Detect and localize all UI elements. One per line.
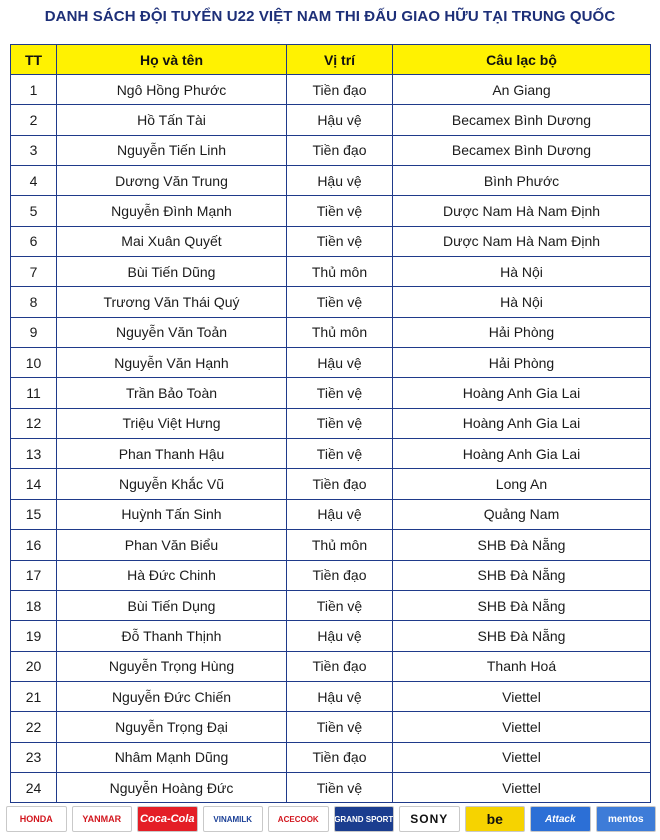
cell-club: Hải Phòng [393, 317, 651, 347]
cell-tt: 17 [11, 560, 57, 590]
yanmar-logo: YANMAR [72, 806, 133, 832]
cell-position: Hậu vệ [287, 681, 393, 711]
grand-sport-logo: GRAND SPORT [334, 806, 395, 832]
table-row [11, 348, 651, 378]
cell-club: An Giang [393, 75, 651, 105]
cell-position: Thủ môn [287, 530, 393, 560]
table-row [11, 712, 651, 742]
cell-position: Thủ môn [287, 317, 393, 347]
table-row [11, 499, 651, 529]
cell-name: Bùi Tiến Dụng [57, 590, 287, 620]
cell-tt: 14 [11, 469, 57, 499]
cell-club: Hoàng Anh Gia Lai [393, 408, 651, 438]
cell-club: Hà Nội [393, 287, 651, 317]
table-row [11, 196, 651, 226]
cell-name: Nguyễn Tiến Linh [57, 135, 287, 165]
table-row [11, 681, 651, 711]
cell-name: Dương Văn Trung [57, 166, 287, 196]
header-club: Câu lạc bộ [393, 45, 651, 75]
table-row [11, 287, 651, 317]
cell-tt: 3 [11, 135, 57, 165]
cell-name: Nguyễn Khắc Vũ [57, 469, 287, 499]
cell-club: Becamex Bình Dương [393, 105, 651, 135]
cell-name: Nguyễn Trọng Đại [57, 712, 287, 742]
cell-position: Tiền vệ [287, 772, 393, 802]
cell-name: Huỳnh Tấn Sinh [57, 499, 287, 529]
cell-name: Bùi Tiến Dũng [57, 257, 287, 287]
sponsor-strip [6, 806, 656, 834]
cell-name: Hà Đức Chinh [57, 560, 287, 590]
cell-club: Hải Phòng [393, 348, 651, 378]
table-row [11, 469, 651, 499]
cell-tt: 5 [11, 196, 57, 226]
cell-name: Phan Thanh Hậu [57, 439, 287, 469]
cell-tt: 21 [11, 681, 57, 711]
page-title: DANH SÁCH ĐỘI TUYỂN U22 VIỆT NAM THI ĐẤU GIAO HỮU TẠI TRUNG QUỐC [44, 8, 616, 25]
cell-name: Ngô Hồng Phước [57, 75, 287, 105]
header-name: Họ và tên [57, 45, 287, 75]
cell-club: Quảng Nam [393, 499, 651, 529]
cell-position: Tiền vệ [287, 712, 393, 742]
cell-club: SHB Đà Nẵng [393, 530, 651, 560]
cell-name: Hồ Tấn Tài [57, 105, 287, 135]
cell-position: Tiền vệ [287, 439, 393, 469]
cell-position: Tiền đạo [287, 742, 393, 772]
table-row [11, 621, 651, 651]
cell-tt: 23 [11, 742, 57, 772]
cell-tt: 13 [11, 439, 57, 469]
cell-position: Tiền đạo [287, 135, 393, 165]
cell-name: Nguyễn Văn Hạnh [57, 348, 287, 378]
cell-club: Viettel [393, 712, 651, 742]
cell-position: Tiền đạo [287, 469, 393, 499]
cell-name: Nguyễn Đức Chiến [57, 681, 287, 711]
cell-tt: 18 [11, 590, 57, 620]
cell-name: Đỗ Thanh Thịnh [57, 621, 287, 651]
cell-position: Tiền vệ [287, 590, 393, 620]
coca-cola-logo: Coca-Cola [137, 806, 198, 832]
cell-club: SHB Đà Nẵng [393, 560, 651, 590]
table-row [11, 590, 651, 620]
cell-tt: 6 [11, 226, 57, 256]
cell-club: Hà Nội [393, 257, 651, 287]
table-row [11, 651, 651, 681]
cell-tt: 8 [11, 287, 57, 317]
cell-name: Nguyễn Trọng Hùng [57, 651, 287, 681]
cell-name: Nguyễn Đình Mạnh [57, 196, 287, 226]
cell-club: Bình Phước [393, 166, 651, 196]
cell-tt: 1 [11, 75, 57, 105]
cell-position: Tiền vệ [287, 287, 393, 317]
table-row [11, 530, 651, 560]
cell-tt: 20 [11, 651, 57, 681]
roster-body [11, 75, 651, 803]
table-row [11, 439, 651, 469]
table-row [11, 772, 651, 802]
header-tt: TT [11, 45, 57, 75]
attack-logo: Attack [530, 806, 591, 832]
table-row [11, 257, 651, 287]
sony-logo: SONY [399, 806, 460, 832]
cell-club: Hoàng Anh Gia Lai [393, 439, 651, 469]
header-position: Vị trí [287, 45, 393, 75]
cell-club: Viettel [393, 772, 651, 802]
cell-position: Tiền vệ [287, 408, 393, 438]
cell-tt: 22 [11, 712, 57, 742]
cell-name: Nhâm Mạnh Dũng [57, 742, 287, 772]
cell-position: Hậu vệ [287, 105, 393, 135]
be-logo: be [465, 806, 526, 832]
cell-tt: 7 [11, 257, 57, 287]
table-row [11, 226, 651, 256]
cell-club: SHB Đà Nẵng [393, 621, 651, 651]
cell-position: Thủ môn [287, 257, 393, 287]
cell-name: Nguyễn Văn Toản [57, 317, 287, 347]
cell-tt: 9 [11, 317, 57, 347]
cell-tt: 19 [11, 621, 57, 651]
cell-club: Thanh Hoá [393, 651, 651, 681]
table-row [11, 105, 651, 135]
cell-position: Hậu vệ [287, 166, 393, 196]
table-row [11, 408, 651, 438]
cell-club: SHB Đà Nẵng [393, 590, 651, 620]
cell-position: Hậu vệ [287, 621, 393, 651]
cell-position: Tiền vệ [287, 226, 393, 256]
cell-tt: 15 [11, 499, 57, 529]
cell-position: Tiền vệ [287, 196, 393, 226]
cell-tt: 12 [11, 408, 57, 438]
cell-tt: 4 [11, 166, 57, 196]
cell-name: Nguyễn Hoàng Đức [57, 772, 287, 802]
cell-name: Triệu Việt Hưng [57, 408, 287, 438]
honda-logo: HONDA [6, 806, 67, 832]
table-row [11, 560, 651, 590]
cell-tt: 10 [11, 348, 57, 378]
cell-club: Dược Nam Hà Nam Định [393, 196, 651, 226]
roster-table [10, 44, 651, 803]
cell-position: Tiền đạo [287, 75, 393, 105]
table-row [11, 135, 651, 165]
cell-position: Tiền vệ [287, 378, 393, 408]
cell-club: Hoàng Anh Gia Lai [393, 378, 651, 408]
cell-club: Becamex Bình Dương [393, 135, 651, 165]
cell-name: Phan Văn Biểu [57, 530, 287, 560]
cell-position: Hậu vệ [287, 499, 393, 529]
table-row [11, 742, 651, 772]
cell-club: Viettel [393, 681, 651, 711]
cell-name: Trần Bảo Toàn [57, 378, 287, 408]
table-row [11, 378, 651, 408]
cell-position: Tiền đạo [287, 560, 393, 590]
cell-club: Dược Nam Hà Nam Định [393, 226, 651, 256]
table-header-row [11, 45, 651, 75]
acecook-logo: ACECOOK [268, 806, 329, 832]
cell-tt: 16 [11, 530, 57, 560]
cell-tt: 24 [11, 772, 57, 802]
table-row [11, 75, 651, 105]
cell-club: Long An [393, 469, 651, 499]
cell-position: Tiền đạo [287, 651, 393, 681]
cell-club: Viettel [393, 742, 651, 772]
cell-position: Hậu vệ [287, 348, 393, 378]
table-row [11, 317, 651, 347]
mentos-logo: mentos [596, 806, 657, 832]
cell-tt: 2 [11, 105, 57, 135]
cell-name: Trương Văn Thái Quý [57, 287, 287, 317]
table-row [11, 166, 651, 196]
cell-tt: 11 [11, 378, 57, 408]
vinamilk-logo: VINAMILK [203, 806, 264, 832]
cell-name: Mai Xuân Quyết [57, 226, 287, 256]
